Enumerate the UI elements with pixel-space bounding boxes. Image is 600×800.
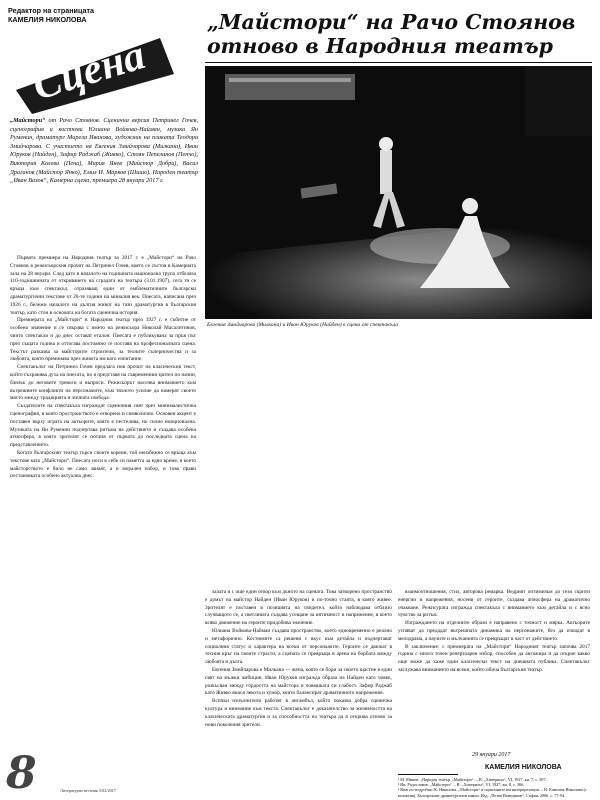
article-headline: „Майстори“ на Рачо Стоянов отново в Народния театър [207,10,576,58]
section-stamp-scena [10,30,180,116]
credits-title: „Майстори“ [10,117,46,124]
footnotes [398,777,590,798]
photo-caption: Евгения Змийчарова (Милкана) и Иван Юруков (Найден) в сцена от спектакъла [207,322,399,328]
page-editor-credit [8,6,198,24]
article-column-2 [205,589,392,793]
article-column-3 [398,589,590,751]
stage-photo [205,66,592,319]
page-number: 8 [6,748,37,799]
paragraph: Премиерата на „Майстори“ в Народния театър през 1927 г. е събитие от особено значение и се свързва с името на режисьора Николай Масалитинов, чиито спектакли и до днес остават еталон. Пиесата е публикувана за пръв път през същата година и оттогава постоянно се поставя на професионалната сцена. Текстът разказва за майсторите строители, за техните съперничества и за любовта, която преминава през живота им като изпитание. [10,317,196,363]
paragraph: Спектакълът на Петринел Гочев предлага нов прочит на класическия текст, който съхранява духа на пиесата, но я представя на съвременния зрител по начин, близък до неговите тревоги и въпроси. Режисьорът насочва вниманието към вътрешните конфликти на персонажите, към тяхното усилие да намерят своето място между традицията и личната свобода. [10,364,196,402]
footnote: ² Ив. Радославов. „Майстори“. – В: „Хиперион“, VI, 1927, кн. 8, с. 366. [398,782,525,788]
paragraph: Създателите на спектакъла изграждат сценичния свят чрез минималистична сценография, в която пространството е отворено и символично. Основен акцент е поставен върху играта на актьорите, която е пестелива, но силно емоционална. Музиката на Ян Руменин подчертава ритъма на действието и създава особена атмосфера, в която зрителят се потапя от първата до последната сцена на представлението. [10,403,196,449]
paragraph: Изграждането на отделните образи е направено с точност и мярка. Актьорите успяват да предадат вътрешната динамика на персонажите, без да изпадат в мелодрама, а паузите и мълчанията се превръщат в част от действието. [398,620,590,642]
paragraph: В заключение: с премиерата на „Майстори“ Народният театър започва 2017 година с много точен репертоарен избор, способен да ангажира и да открие какво още може да каже един класически текст на днешната публика. Спектакълът заслужава вниманието на всеки, който обича българския театър. [398,643,590,673]
editor-name: КАМЕЛИЯ НИКОЛОВА [8,15,87,24]
paragraph: Евгения Змийчарова е Милкана — жена, която се бори за своето щастие в един свят на мъжки амбиции. Иван Юруков изгражда образа на Найден като човек, разкъсван между гордостта на майстора и човешката си слабост. Зафир Раджаб като Живко внася лекота и хумор, които балансират драматичното напрежение. [205,666,392,697]
footnote: ¹ М. Минев. „Народен театър. „Майстори“. – В: „Хиперион“, VI, 1927, кн. 7, с. 307. [398,777,547,782]
article-author: КАМЕЛИЯ НИКОЛОВА [485,764,562,771]
editor-label: Редактор на страницата [8,6,94,15]
headline-rule [205,62,592,63]
paragraph: Първата премиера на Народния театър за 2017 г. е „Майстори“ на Рачо Стоянов в режисьорския прочит на Петринел Гочев, която се състоя в Камерната зала на 28 януари. След като в началото на годишната национална трупа отбеляза 110-годишнината от откриването на сградата на театъра (3.01.1907), сега тя се връща към спектакъл, отразяващ един от емблематичните български драматургични текстове от 20-те години на миналия век. Пиесата, написана през 1926 г., бележи началото на дългия живот на тази драматургия в българския театър, като стои в основата на богата сценична история. [10,255,196,316]
paragraph: Юлиана Войкова-Найман създава пространство, което едновременно е реално и метафорично. Костюмите са решени с вкус към детайла и подчертават социалния статус и характера на всеки от персонажите. Героите се движат в тесния кръг на своите страсти, а сцената се превръща в арена на борбата между любовта и дълга. [205,627,392,666]
production-credits [10,117,198,186]
footnotes-rule [398,774,458,775]
page-footer: Литературен вестник 5/02/2017 [60,788,116,793]
section-label: Сцена [27,32,151,110]
footnote: ³ Виж по-подробно: К. Николова. „Майстори“ и сценичните им интерпретации. – В: Камелия Николова (с колектив). Българският драматургичен канон. Изд. „Петко Венедиков“, София, 2006, с. 77-94. [398,787,587,798]
paragraph: взаимоотношения, стил, авторова ремарка. Ведрият оптимизъм до тези скрити енергии и напрежения, носени от героите, създава атмосфера на драматично очакване. Режисурата изгражда спектакъла с вниманието към детайла и с ясно чувство за ритъм. [398,589,590,619]
paragraph: Всички изпълнители работят в ансамбъл, който показва добра сценична култура и внимание към текста. Спектакълът е доказателство за жизнеността на класическата драматургия и за способността на театъра да я открива отново за нови поколения зрители. [205,698,392,728]
paragraph: залата и с още един отвор към дъното на сцената. Това затворено пространство е домът на майстор Найден (Иван Юруков) и по-точно стаята, в която живее. Зрителят е поставен в позицията на свидетел, който наблюдава отблизо случващото се, а светлината създава усещане за интимност и напрежение, в което всяко движение на героите придобива значение. [205,589,392,627]
photo-illustration [205,66,592,319]
article-date: 29 януари 2017 [472,752,511,758]
credits-text: от Рачо Стоянов. Сценична версия Петринел Гочев, сценография и костюми Юлиана Войкова-Найман, музика Ян Руменин, драматург Мирела Иванова, художник на плаката Теодора Змийчарова. С участието на Евгения Змийчарова (Милкана), Иван Юруков (Найден), Зафир Раджаб (Живко), Стоян Пепеланов (Пенчо), Виктория Колева (Пена), Мария Янев (Майстор Добри), Васил Драганов (Майстор Янко), Емил И. Марков (Шишо). Народен театър „Иван Вазов“, Камерна сцена, премиера 28 януари 2017 г. [10,117,198,185]
article-column-1 [10,255,196,752]
paragraph: Когато българският театър търси своите корени, той неизбежно се връща към текстове като „Майстори“. Пиесата носи в себе си паметта за едно време, в което майсторството е било не само занаят, а и морален избор, и това прави постановката особено актуална днес. [10,449,196,480]
